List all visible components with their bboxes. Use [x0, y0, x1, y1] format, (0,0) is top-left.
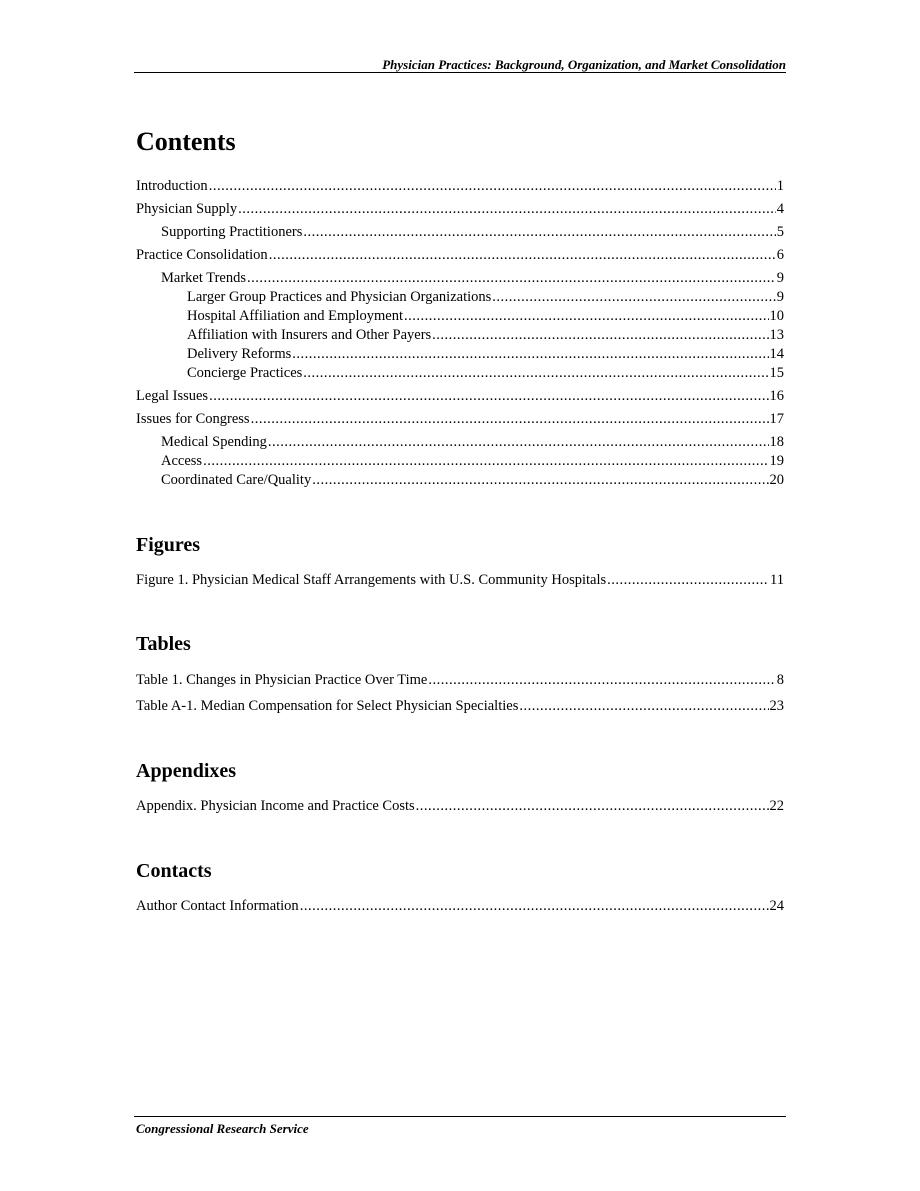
toc-entry-page: 10: [769, 308, 784, 324]
toc-leader: [209, 387, 768, 406]
toc-entry-page: 8: [776, 672, 784, 688]
toc-entry[interactable]: [136, 387, 784, 406]
toc-entry[interactable]: [136, 326, 784, 345]
toc-leader: [203, 452, 768, 471]
toc-leader: [607, 571, 769, 590]
figures-list: [136, 571, 784, 590]
toc-entry-page: 9: [776, 270, 784, 286]
toc-entry-page: 9: [776, 289, 784, 305]
toc-leader: [428, 671, 775, 690]
toc-entry-page: 17: [769, 411, 784, 427]
contents-heading: Contents: [136, 127, 236, 156]
toc-entry[interactable]: [136, 571, 784, 590]
header-rule: [134, 72, 786, 73]
toc-entry[interactable]: [136, 246, 784, 265]
toc-entry-title: Appendix. Physician Income and Practice Costs: [136, 798, 415, 814]
toc-leader: [416, 797, 769, 816]
toc-entry-title: Access: [161, 453, 203, 469]
toc-leader: [303, 364, 768, 383]
appendixes-list: [136, 797, 784, 816]
toc-entry-page: 19: [769, 453, 784, 469]
appendixes-heading-block: [136, 759, 784, 783]
toc-entry[interactable]: [136, 200, 784, 219]
contents-list: [136, 177, 784, 490]
toc-entry[interactable]: [136, 897, 784, 916]
toc-leader: [300, 897, 769, 916]
toc-leader: [492, 288, 775, 307]
toc-entry[interactable]: [136, 288, 784, 307]
footer-rule: [134, 1116, 786, 1117]
toc-entry-title: Medical Spending: [161, 434, 267, 450]
toc-leader: [432, 326, 768, 345]
toc-entry[interactable]: [136, 345, 784, 364]
toc-entry-title: Figure 1. Physician Medical Staff Arrangements with U.S. Community Hospitals: [136, 572, 607, 588]
toc-entry-page: 1: [776, 178, 784, 194]
contacts-list: [136, 897, 784, 916]
contacts-heading: Contacts: [136, 860, 212, 882]
toc-entry-page: 20: [769, 472, 784, 488]
toc-leader: [303, 223, 775, 242]
toc-entry-title: Table A-1. Median Compensation for Select Physician Specialties: [136, 698, 519, 714]
toc-entry[interactable]: [136, 452, 784, 471]
toc-entry-title: Delivery Reforms: [187, 346, 292, 362]
toc-entry[interactable]: [136, 223, 784, 242]
toc-leader: [312, 471, 768, 490]
toc-entry[interactable]: [136, 307, 784, 326]
toc-leader: [268, 433, 769, 452]
toc-entry-title: Practice Consolidation: [136, 247, 268, 263]
toc-entry-page: 6: [776, 247, 784, 263]
toc-entry[interactable]: [136, 471, 784, 490]
toc-entry-title: Market Trends: [161, 270, 246, 286]
toc-entry-page: 14: [769, 346, 784, 362]
toc-entry-title: Physician Supply: [136, 201, 238, 217]
appendixes-heading: Appendixes: [136, 760, 237, 782]
toc-leader: [209, 177, 776, 196]
toc-entry[interactable]: [136, 671, 784, 690]
toc-entry-page: 5: [776, 224, 784, 240]
toc-entry-page: 4: [776, 201, 784, 217]
toc-entry-title: Hospital Affiliation and Employment: [187, 308, 403, 324]
contents-heading-block: [136, 127, 784, 157]
toc-leader: [251, 410, 769, 429]
toc-leader: [247, 269, 776, 288]
toc-entry-page: 22: [769, 798, 784, 814]
toc-entry-page: 13: [769, 327, 784, 343]
toc-entry-title: Legal Issues: [136, 388, 209, 404]
toc-entry-page: 18: [769, 434, 784, 450]
toc-entry[interactable]: [136, 269, 784, 288]
toc-entry-title: Coordinated Care/Quality: [161, 472, 312, 488]
toc-entry[interactable]: [136, 177, 784, 196]
toc-entry-page: 15: [769, 365, 784, 381]
toc-leader: [519, 697, 768, 716]
toc-entry[interactable]: [136, 410, 784, 429]
toc-entry[interactable]: [136, 797, 784, 816]
figures-heading: Figures: [136, 534, 201, 556]
running-header: Physician Practices: Background, Organization, and Market Consolidation: [382, 57, 786, 72]
toc-entry-title: Supporting Practitioners: [161, 224, 303, 240]
toc-entry-title: Larger Group Practices and Physician Organizations: [187, 289, 492, 305]
toc-entry-title: Concierge Practices: [187, 365, 303, 381]
toc-entry-page: 16: [769, 388, 784, 404]
contacts-heading-block: [136, 859, 784, 883]
toc-entry[interactable]: [136, 697, 784, 716]
toc-entry-title: Affiliation with Insurers and Other Payers: [187, 327, 432, 343]
toc-entry[interactable]: [136, 364, 784, 383]
tables-heading: Tables: [136, 633, 191, 655]
running-footer: Congressional Research Service: [136, 1121, 309, 1136]
toc-entry-page: 24: [769, 898, 784, 914]
toc-entry-title: Introduction: [136, 178, 208, 194]
tables-heading-block: [136, 632, 784, 656]
toc-entry-page: 23: [769, 698, 784, 714]
tables-list: [136, 671, 784, 716]
toc-leader: [404, 307, 769, 326]
toc-entry-title: Author Contact Information: [136, 898, 299, 914]
toc-entry-title: Issues for Congress: [136, 411, 250, 427]
toc-leader: [292, 345, 768, 364]
toc-entry-title: Table 1. Changes in Physician Practice Over Time: [136, 672, 428, 688]
figures-heading-block: [136, 533, 784, 557]
toc-entry-page: 11: [770, 572, 784, 588]
toc-entry[interactable]: [136, 433, 784, 452]
toc-leader: [269, 246, 776, 265]
toc-leader: [238, 200, 776, 219]
